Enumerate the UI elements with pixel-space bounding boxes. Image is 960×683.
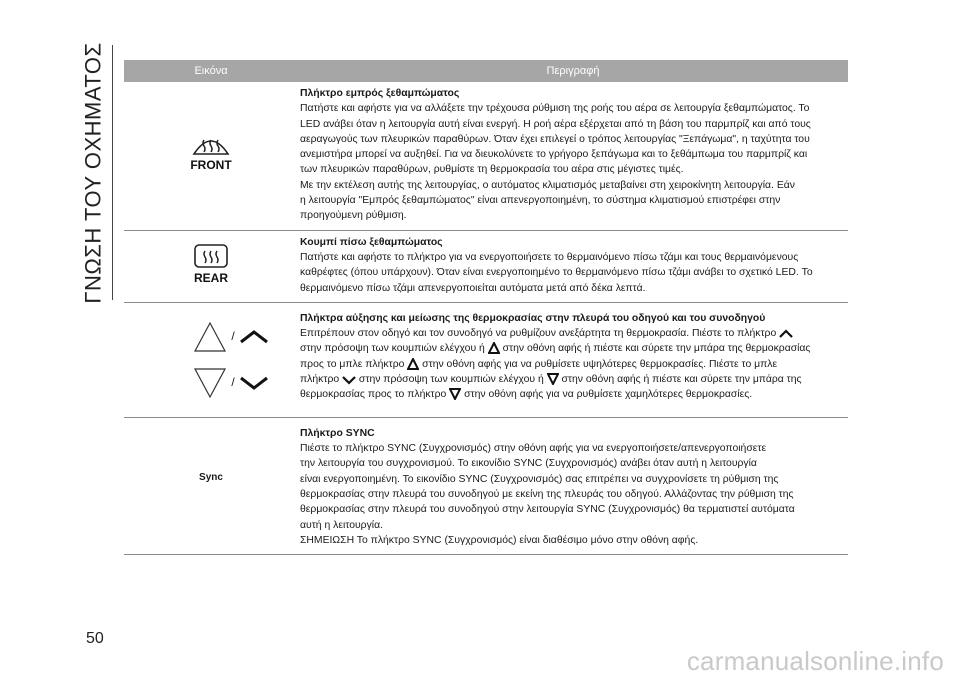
desc-line: Επιτρέπουν στον οδηγό και τον συνοδηγό να ρυθμίζουν ανεξάρτητα τη θερμοκρασία. Πιέστε το πλήκτρο xyxy=(300,326,846,341)
desc-line: των πλευρικών παραθύρων, ρυθμίστε τη θερμοκρασία του αέρα στις μέγιστες τιμές. xyxy=(300,164,684,176)
temperature-arrows-icon xyxy=(153,320,268,400)
triangle-down-outline-icon xyxy=(193,366,227,400)
desc-line: καθρέφτες (όπου υπάρχουν). Όταν είναι ενεργοποιημένο το θερμαινόμενο πίσω τζάμι ανάβει το σχετικό LED. Το xyxy=(300,267,813,279)
icon-cell xyxy=(124,82,298,230)
desc-line: Με την εκτέλεση αυτής της λειτουργίας, ο αυτόματος κλιματισμός μεταβαίνει στη χειροκίνητη λειτουργία. Εάν xyxy=(300,179,795,191)
desc-line: θερμαινόμενο πίσω τζάμι απενεργοποιείται αυτόματα μετά από δέκα λεπτά. xyxy=(300,282,646,294)
desc-line: ΣΗΜΕΙΩΣΗ Το πλήκτρο SYNC (Συγχρονισμός) είναι διαθέσιμο μόνο στην οθόνη αφής. xyxy=(300,534,699,546)
chevron-down-icon xyxy=(239,376,269,390)
desc-line: είναι ενεργοποιημένη. Το εικονίδιο SYNC (Συγχρονισμός) σας επιτρέπει να συγχρονίσετε τη ρύθμιση της xyxy=(300,473,779,485)
table-row xyxy=(124,417,848,554)
desc-line: στην πρόσοψη των κουμπιών ελέγχου ή στην οθόνη αφής ή πιέστε και σύρετε την μπάρα της θερμοκρασίας xyxy=(300,343,811,355)
row-title: Πλήκτρο εμπρός ξεθαμπώματος xyxy=(300,88,460,99)
section-title: ΓΝΩΣΗ ΤΟΥ ΟΧΗΜΑΤΟΣ xyxy=(81,41,106,304)
desc-line: αεραγωγούς των πλευρικών παραθύρων. Όταν έχει επιλεγεί ο τρόπος λειτουργίας "Ξεπάγωμα", η ταχύτητα του xyxy=(300,133,810,145)
desc-line: η λειτουργία "Εμπρός ξεθαμπώματος" είναι απενεργοποιημένη, το σύστημα κλιματισμού επιστρέφει στην xyxy=(300,195,781,207)
row-title: Πλήκτρα αύξησης και μείωσης της θερμοκρασίας στην πλευρά του οδηγού και του συνοδηγού xyxy=(300,312,766,324)
header-description: Περιγραφή xyxy=(298,60,848,82)
separator: / xyxy=(231,375,235,390)
desc-line: την λειτουργία του συγχρονισμού. Το εικονίδιο SYNC (Συγχρονισμός) ανάβει όταν αυτή η λειτουργία xyxy=(300,458,757,470)
description-cell xyxy=(298,302,848,417)
chevron-down-icon xyxy=(342,375,356,385)
table-row xyxy=(124,230,848,302)
chevron-up-icon xyxy=(239,330,269,344)
desc-line: Πιέστε το πλήκτρο SYNC (Συγχρονισμός) στην οθόνη αφής για να ενεργοποιήσετε/απενεργοποιήσετε xyxy=(300,443,767,455)
description-cell xyxy=(298,417,848,554)
table-row xyxy=(124,82,848,230)
desc-line: Πατήστε και αφήστε το πλήκτρο για να ενεργοποιήσετε το θερμαινόμενο πίσω τζάμι και τους θερμαινόμενους xyxy=(300,251,799,263)
triangle-down-icon xyxy=(449,388,461,400)
triangle-up-icon xyxy=(488,342,500,354)
icon-cell xyxy=(124,302,298,417)
desc-line: Πατήστε και αφήστε για να αλλάξετε την τρέχουσα ρύθμιση της ροής του αέρα σε λειτουργία ξεθαμπώματος. Το xyxy=(300,103,810,115)
table-header-row xyxy=(124,60,848,82)
watermark: carmanualsonline.info xyxy=(686,646,944,676)
rear-label: REAR xyxy=(193,271,228,286)
header-image: Εικόνα xyxy=(124,60,298,82)
triangle-up-icon xyxy=(407,358,419,370)
page-number: 50 xyxy=(86,630,104,647)
description-cell xyxy=(298,82,848,230)
controls-table xyxy=(124,60,848,555)
row-title: Πλήκτρο SYNC xyxy=(300,427,375,439)
desc-line: ανεμιστήρα μπορεί να αυξηθεί. Για να διευκολύνετε το γρήγορο ξεπάγωμα και το ξεθάμπωμα του παρμπρίζ και xyxy=(300,149,808,161)
chevron-up-icon xyxy=(779,329,793,339)
row-title: Κουμπί πίσω ξεθαμπώματος xyxy=(300,236,443,248)
description-cell xyxy=(298,230,848,302)
desc-line: θερμοκρασίας προς το πλήκτρο στην οθόνη αφής για να ρυθμίσετε χαμηλότερες θερμοκρασίες. xyxy=(300,389,753,401)
triangle-up-outline-icon xyxy=(193,320,227,354)
triangle-down-icon xyxy=(547,373,559,385)
icon-cell xyxy=(124,230,298,302)
rear-defrost-icon xyxy=(193,243,229,286)
desc-line: πλήκτρο στην πρόσοψη των κουμπιών ελέγχου ή στην οθόνη αφής ή πιέστε και σύρετε την μπάρα της xyxy=(300,374,802,386)
section-divider xyxy=(112,45,113,300)
desc-line: προηγούμενη ρύθμιση. xyxy=(300,210,407,222)
desc-line: θερμοκρασίας στην πλευρά του συνοδηγού στην λειτουργία SYNC (Συγχρονισμός) θα τερματιστεί αυτόματα xyxy=(300,504,795,516)
separator: / xyxy=(231,329,235,344)
desc-line: θερμοκρασίας στην πλευρά του συνοδηγού με εκείνη της πλευράς του οδηγού. Αλλάζοντας την ρύθμιση της xyxy=(300,489,794,501)
desc-line: αυτή η λειτουργία. xyxy=(300,519,383,531)
front-label: FRONT xyxy=(190,157,232,172)
sync-label: Sync xyxy=(199,472,223,484)
icon-cell xyxy=(124,417,298,554)
desc-line: προς το μπλε πλήκτρο στην οθόνη αφής για να ρυθμίσετε υψηλότερες θερμοκρασίες. Πιέστε το μπλε xyxy=(300,358,778,370)
front-defrost-icon xyxy=(190,132,231,173)
desc-line: LED ανάβει όταν η λειτουργία αυτή είναι ενεργή. Η ροή αέρα εξέρχεται από τη βάση του παρμπρίζ και από τους xyxy=(300,118,811,130)
table-row xyxy=(124,302,848,417)
